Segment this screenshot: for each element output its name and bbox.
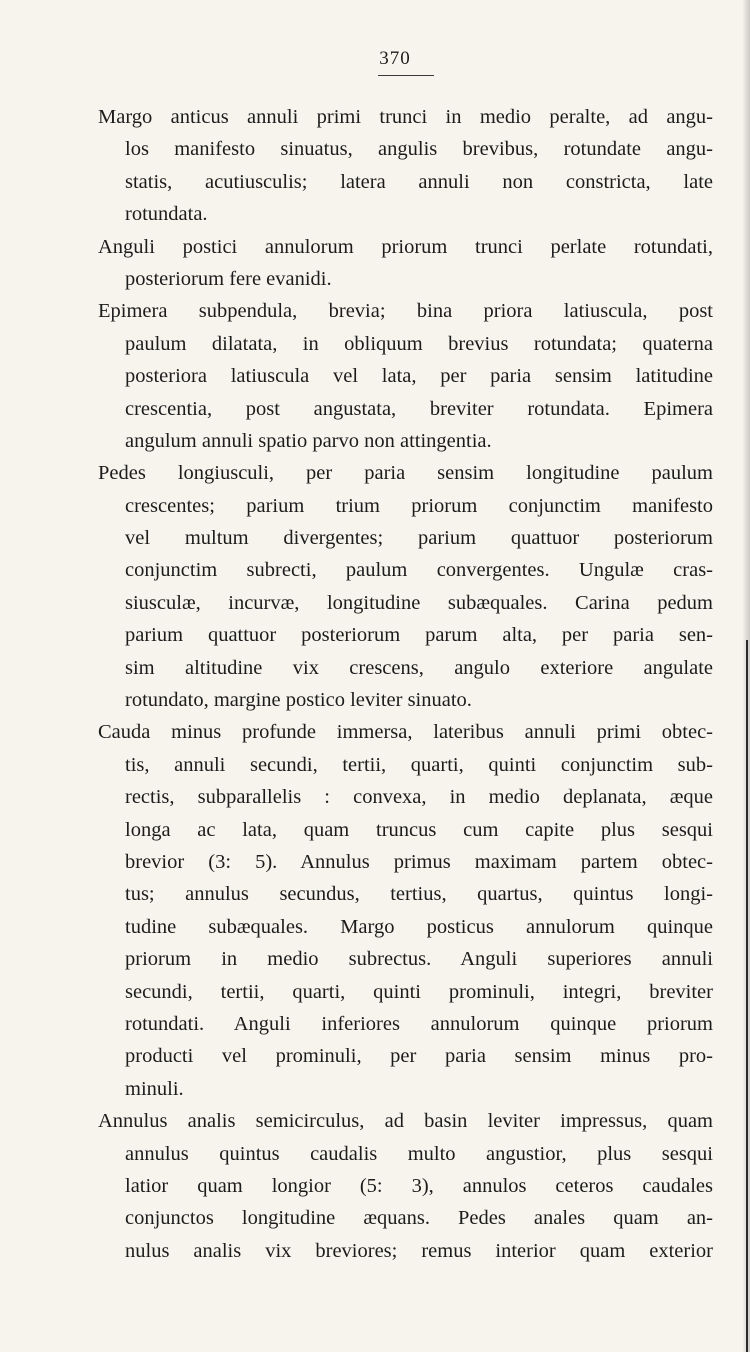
text-line: crescentes; parium trium priorum conjunctim manifesto	[125, 494, 713, 517]
text-line: vel multum divergentes; parium quattuor posteriorum	[125, 527, 713, 550]
text-line: secundi, tertii, quarti, quinti prominuli, integri, breviter	[125, 980, 713, 1003]
text-line: paulum dilatata, in obliquum brevius rotundata; quaterna	[125, 332, 713, 355]
text-line: rotundata.	[125, 203, 208, 226]
text-line: tudine subæquales. Margo posticus annulorum quinque	[125, 915, 713, 938]
text-line: rotundati. Anguli inferiores annulorum quinque priorum	[125, 1012, 713, 1035]
text-line: tus; annulus secundus, tertius, quartus, quintus longi-	[125, 883, 713, 906]
page-number: 370	[379, 48, 411, 69]
text-line: priorum in medio subrectus. Anguli superiores annuli	[125, 948, 713, 971]
paragraph	[98, 295, 713, 457]
text-line: nulus analis vix breviores; remus interior quam exterior	[125, 1239, 713, 1262]
text-line: siusculæ, incurvæ, longitudine subæquales. Carina pedum	[125, 591, 713, 614]
text-line: rotundato, margine postico leviter sinuato.	[125, 689, 472, 712]
text-line: latior quam longior (5: 3), annulos ceteros caudales	[125, 1174, 713, 1197]
paragraph	[98, 101, 713, 231]
text-line: Margo anticus annuli primi trunci in medio peralte, ad angu-	[98, 106, 713, 128]
text-line: angulum annuli spatio parvo non attingentia.	[125, 429, 492, 452]
paragraph	[98, 457, 713, 716]
text-line: sim altitudine vix crescens, angulo exteriore angulate	[125, 656, 713, 679]
paragraph	[98, 1105, 713, 1267]
text-line: conjunctos longitudine æquans. Pedes anales quam an-	[125, 1207, 713, 1230]
page-number-rule	[378, 75, 434, 76]
paragraph	[98, 716, 713, 1105]
text-line: annulus quintus caudalis multo angustior, plus sesqui	[125, 1142, 713, 1165]
body-text	[98, 101, 713, 1267]
text-line: posteriorum fere evanidi.	[125, 267, 332, 290]
paragraph	[98, 231, 713, 296]
text-line: rectis, subparallelis : convexa, in medio deplanata, æque	[125, 786, 713, 809]
text-line: tis, annuli secundi, tertii, quarti, quinti conjunctim sub-	[125, 753, 713, 776]
page-edge-line	[746, 640, 748, 1352]
text-line: Annulus analis semicirculus, ad basin leviter impressus, quam	[98, 1110, 713, 1133]
text-line: Epimera subpendula, brevia; bina priora latiuscula, post	[98, 300, 713, 323]
text-line: Anguli postici annulorum priorum trunci perlate rotundati,	[98, 235, 713, 258]
text-line: conjunctim subrecti, paulum convergentes. Ungulæ cras-	[125, 559, 713, 582]
text-line: producti vel prominuli, per paria sensim minus pro-	[125, 1045, 713, 1068]
text-line: Pedes longiusculi, per paria sensim longitudine paulum	[98, 462, 713, 485]
text-line: posteriora latiuscula vel lata, per paria sensim latitudine	[125, 365, 713, 388]
text-line: parium quattuor posteriorum parum alta, per paria sen-	[125, 624, 713, 647]
text-line: statis, acutiusculis; latera annuli non constricta, late	[125, 170, 713, 193]
text-line: Cauda minus profunde immersa, lateribus annuli primi obtec-	[98, 721, 713, 744]
text-line: brevior (3: 5). Annulus primus maximam partem obtec-	[125, 850, 713, 873]
text-line: longa ac lata, quam truncus cum capite plus sesqui	[125, 818, 713, 841]
text-line: minuli.	[125, 1077, 184, 1100]
text-line: los manifesto sinuatus, angulis brevibus, rotundate angu-	[125, 138, 713, 161]
text-line: crescentia, post angustata, breviter rotundata. Epimera	[125, 397, 713, 420]
